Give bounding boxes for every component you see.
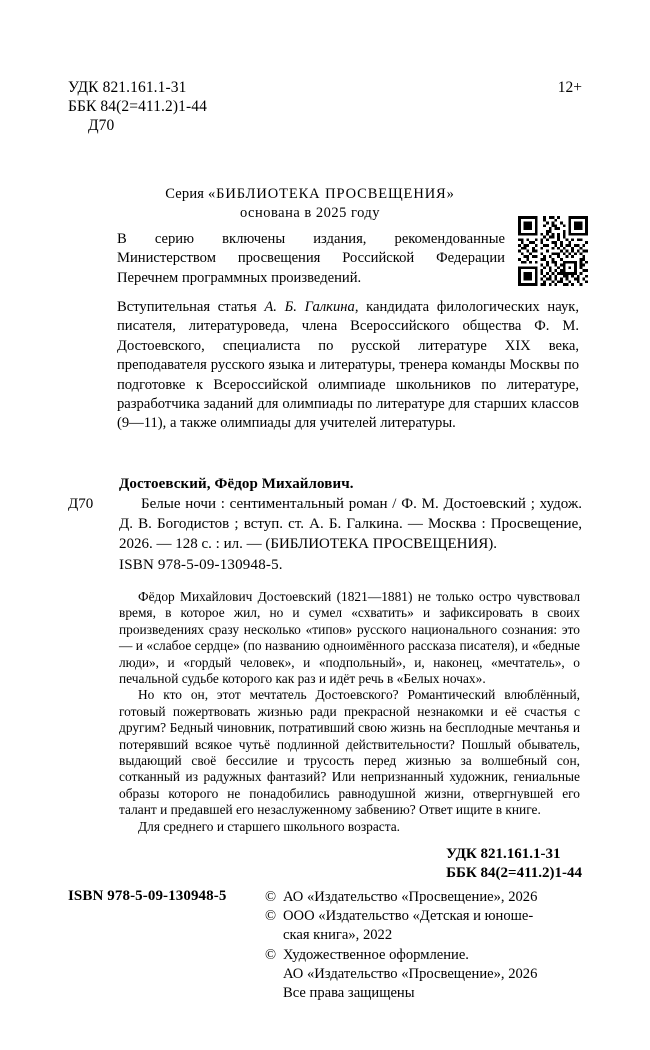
bbk-code-bottom: ББК 84(2=411.2)1-44 — [446, 864, 582, 881]
rights-reserved-text: Все права защищены — [283, 985, 415, 1002]
intro-article-credentials: , кандидата филологических наук, писателя, литературоведа, члена Всероссийского общества Ф. М. Достоевского, специалиста по русской литературе XIX века, преподавателя русского языка и литературы, тренера команды Москвы по подготовке к Всероссийской олимпиаде школьников по литературе, разработчика заданий для олимпиады по литературе для старших классов (9—11), а также олимпиады для учителей литературы. — [117, 299, 579, 432]
bibliographic-record — [68, 474, 582, 575]
classification-bottom — [446, 845, 582, 882]
intro-article-prefix: Вступительная статья — [117, 299, 265, 315]
series-prefix: Серия — [165, 186, 208, 202]
qr-code-icon[interactable] — [518, 216, 588, 286]
bbk-code-top: ББК 84(2=411.2)1-44 — [68, 98, 207, 115]
series-title-line — [110, 185, 510, 204]
qr-code-graphic — [518, 216, 588, 286]
series-note-paragraph: В серию включены издания, рекомендованные Министерством просвещения Российской Федерации Перечнем программных произведений. — [117, 231, 505, 286]
biblio-author-heading: Достоевский, Фёдор Михайлович. — [119, 476, 354, 492]
footer-isbn: ISBN 978-5-09-130948-5 — [68, 888, 227, 904]
age-rating-badge: 12+ — [557, 79, 582, 96]
biblio-shelf-mark: Д70 — [68, 496, 94, 512]
intro-article-author-name: А. Б. Галкина — [264, 299, 355, 315]
author-sign-top: Д70 — [88, 117, 115, 134]
udk-code-top: УДК 821.161.1-31 — [68, 79, 187, 96]
series-title: «БИБЛИОТЕКА ПРОСВЕЩЕНИЯ» — [208, 186, 455, 202]
copyright-entry-text-cont: ская книга», 2022 — [283, 927, 393, 944]
copyright-entry — [265, 888, 585, 907]
biblio-body — [68, 494, 582, 555]
copyright-entry-text-cont: АО «Издательство «Просвещение», 2026 — [283, 965, 538, 982]
annotation-paragraph-1: Фёдор Михайлович Достоевский (1821—1881) не только остро чувствовал время, в которое жил, но и сумел «схватить» и зафиксировать в своих произведениях сразу несколько «типов» русского национального сознания: это — и «слабое сердце» (по названию одноимённого рассказа писателя), и «бедные люди», и «гордый человек», и «подпольный», и, наконец, «мечтатель», о печальной судьбе которого как раз и идёт речь в «Белых ночах». — [119, 589, 580, 687]
copyright-entry — [265, 907, 585, 926]
annotation-paragraph-3: Для среднего и старшего школьного возраста. — [138, 818, 401, 834]
copyright-entry — [265, 946, 585, 965]
classification-top — [68, 78, 207, 135]
annotation-block — [119, 589, 580, 835]
copyright-icon: © — [265, 889, 277, 905]
intro-article-paragraph — [117, 298, 579, 434]
biblio-isbn: ISBN 978-5-09-130948-5. — [119, 556, 283, 573]
copyright-entry-text: ООО «Издательство «Детская и юноше- — [283, 908, 534, 925]
annotation-paragraph-2: Но кто он, этот мечтатель Достоевского? Романтический влюблённый, готовый пожертвовать жизнью ради прекрасной незнакомки и её счастья с другим? Бедный чиновник, потративший свою жизнь на бесплодные мечтанья и потерявший всякое чутьё подлинной действительности? Пошлый обыватель, выдающий своё бессилие и трусость перед жизнью за волшебный сон, сотканный из радужных фантазий? Или непризнанный художник, гениальные образы которого не понадобились равнодушной жизни, отвергнувшей его талант и предавшей его незаслуженному забвению? Ответ ищите в книге. — [119, 687, 580, 818]
copyright-block — [265, 888, 585, 1003]
udk-code-bottom: УДК 821.161.1-31 — [446, 846, 561, 862]
biblio-description: Белые ночи : сентиментальный роман / Ф. М. Достоевский ; худож. Д. В. Богодистов ; вступ. ст. А. Б. Галкина. — Москва : Просвещение, 2026. — 128 с. : ил. — (БИБЛИОТЕКА ПРОСВЕЩЕНИЯ). — [119, 496, 582, 553]
series-heading — [110, 185, 510, 223]
series-founded-line: основана в 2025 году — [239, 205, 381, 221]
copyright-icon: © — [265, 946, 277, 963]
copyright-entry-text: Художественное оформление. — [283, 946, 469, 963]
copyright-entry-text: АО «Издательство «Просвещение», 2026 — [283, 889, 538, 905]
copyright-icon: © — [265, 908, 277, 925]
